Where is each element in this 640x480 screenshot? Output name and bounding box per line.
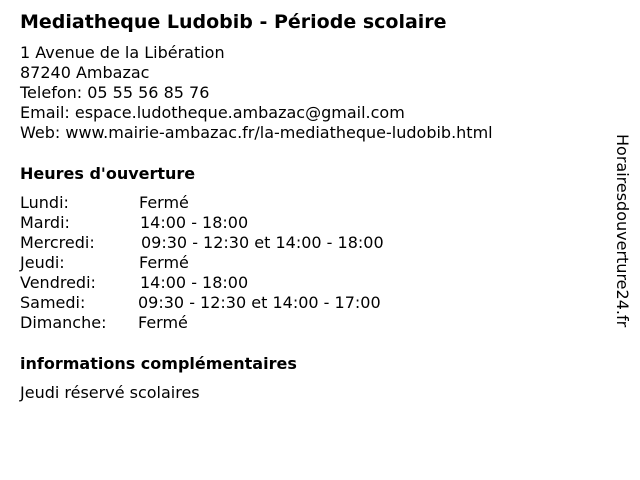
phone-line: Telefon: 05 55 56 85 76	[20, 83, 210, 102]
time-value: Fermé	[139, 193, 189, 212]
time-value: Fermé	[139, 253, 189, 272]
time-value: 14:00 - 18:00	[140, 273, 249, 292]
site-watermark: Horairesdouverture24.fr	[613, 134, 632, 328]
time-value: 09:30 - 12:30 et 14:00 - 18:00	[141, 233, 384, 252]
time-value: Fermé	[138, 313, 188, 332]
email-line: Email: espace.ludotheque.ambazac@gmail.com	[20, 103, 405, 122]
opening-hours-heading: Heures d'ouverture	[20, 164, 196, 183]
page-title: Mediatheque Ludobib - Période scolaire	[20, 11, 447, 33]
time-value: 14:00 - 18:00	[140, 213, 249, 232]
day-label: Vendredi:	[20, 273, 96, 292]
day-label: Jeudi:	[20, 253, 65, 272]
additional-info-text: Jeudi réservé scolaires	[20, 383, 200, 402]
city-line: 87240 Ambazac	[20, 63, 150, 82]
address-line: 1 Avenue de la Libération	[20, 43, 225, 62]
day-label: Samedi:	[20, 293, 86, 312]
day-label: Lundi:	[20, 193, 69, 212]
additional-info-heading: informations complémentaires	[20, 354, 297, 373]
day-label: Mercredi:	[20, 233, 95, 252]
day-label: Dimanche:	[20, 313, 107, 332]
contact-block	[20, 43, 493, 143]
time-value: 09:30 - 12:30 et 14:00 - 17:00	[138, 293, 381, 312]
website-line: Web: www.mairie-ambazac.fr/la-mediatheque-ludobib.html	[20, 123, 493, 142]
day-label: Mardi:	[20, 213, 70, 232]
